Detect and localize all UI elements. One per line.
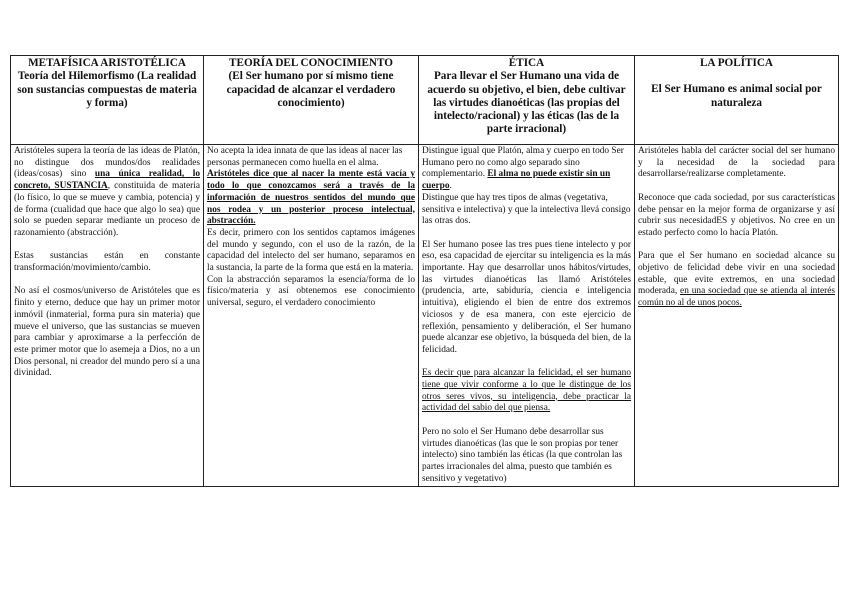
cell-metafisica xyxy=(11,145,204,487)
underlined-text: una única realidad, lo concreto, SUSTANCIA xyxy=(14,169,200,192)
paragraph: No así el cosmos/universo de Aristóteles que es finito y eterno, deduce que hay un primer motor inmóvil (inmaterial, forma pura sin materia) que mueve el universo, que las sustancias se mueven para cambiar y aproximarse a la perfección de este primer motor que lo asemeja a Dios, no a un Dios personal, ni creador del mundo pero sí a una divinidad. xyxy=(14,286,200,379)
paragraph xyxy=(14,146,200,240)
text-run: Aristóteles supera la teoría de las ideas de Platón, no distingue dos mundos/dos realidades (ideas/cosas) sino xyxy=(14,146,200,180)
cell-politica xyxy=(635,145,839,487)
header-etica xyxy=(419,56,635,145)
header-politica xyxy=(635,56,839,145)
header-subtitle: Teoría del Hilemorfismo (La realidad son sustancias compuestas de materia y forma) xyxy=(17,70,197,109)
philosophy-summary-table xyxy=(10,55,839,487)
header-row xyxy=(11,56,839,145)
header-title: METAFÍSICA ARISTOTÉLICA xyxy=(28,57,186,69)
header-title: TEORÍA DEL CONOCIMIENTO xyxy=(229,57,393,69)
text-run: Para que el Ser humano en sociedad alcance su objetivo de felicidad debe vivir en una sociedad estable, que evite extremos, en una sociedad moderada, xyxy=(638,251,835,297)
header-title: LA POLÍTICA xyxy=(699,57,774,69)
header-conocimiento xyxy=(204,56,419,145)
paragraph: Pero no solo el Ser Humano debe desarrollar sus virtudes dianoéticas (las que le son propias por tener intelecto) sino también las éticas (la que controlan las partes irracionales del alma, puesto que también es sensitivo y vegetativo) xyxy=(422,426,623,484)
paragraph xyxy=(422,368,631,415)
paragraph: Reconoce que cada sociedad, por sus características debe pensar en la mejor forma de organizarse y así cubrir sus necesidadES y objetivos. No cree en un estado perfecto como lo hacía Platón. xyxy=(638,192,835,238)
paragraph: Distingue que hay tres tipos de almas (vegetativa, sensitiva e intelectiva) y que la intelectiva llevá consigo las otras dos. xyxy=(422,192,631,227)
text-run: , constituida de materia (lo físico, lo que se mueve y cambia, potencia) y de forma (cualidad que hace que algo lo sea) que solo se pueden separar mediante un proceso de razonamiento (abstracción). xyxy=(14,181,200,238)
paragraph: Con la abstracción separamos la esencia/forma de lo físico/materia y así obtenemos ese conocimiento universal, seguro, el verdadero conocimiento xyxy=(207,274,415,309)
content-row xyxy=(11,145,839,487)
header-subtitle: El Ser Humano es animal social por naturaleza xyxy=(651,83,822,109)
paragraph: Es decir, primero con los sentidos captamos imágenes del mundo y segundo, con el uso de la razón, de la capacidad del intelecto del ser humano, separamos en la sustancia, la parte de la forma que está en la materia. xyxy=(207,227,415,274)
underlined-text: Aristóteles dice que al nacer la mente está vacía y todo lo que conozcamos será a través de la información de nuestros sentidos del mundo que nos rodea y un posterior proceso intelectual, abstracción. xyxy=(207,169,415,227)
underlined-text: El alma no puede existir sin un cuerpo xyxy=(422,169,611,192)
paragraph: No acepta la idea innata de que las ideas al nacer las personas permanecen como huella en el alma. xyxy=(207,146,403,168)
header-title: ÉTICA xyxy=(508,57,545,69)
header-metafisica xyxy=(11,56,204,145)
cell-conocimiento xyxy=(204,145,419,487)
cell-etica xyxy=(419,145,635,487)
paragraph xyxy=(207,169,415,228)
paragraph: Aristóteles habla del carácter social del ser humano y la necesidad de la sociedad para desarrollarse/realizarse completamente. xyxy=(638,146,835,180)
header-subtitle: Para llevar el Ser Humano una vida de acuerdo su objetivo, el bien, debe cultivar las virtudes dianoéticas (las propias del intelecto/racional) y las éticas (las de la parte irracional) xyxy=(427,70,626,136)
text-run: . xyxy=(449,181,452,192)
text-run: Distingue igual que Platón, alma y cuerpo en todo Ser Humano pero no como algo separado sino complementario. xyxy=(422,146,624,180)
header-subtitle: (El Ser humano por sí mismo tiene capacidad de alcanzar el verdadero conocimiento) xyxy=(226,70,396,109)
underlined-text: Es decir que para alcanzar la felicidad, el ser humano tiene que vivir conforme a lo que le distingue de los otros seres vivos, su inteligencia, debe practicar la actividad del sabio del que piensa. xyxy=(422,368,631,414)
underlined-text: en una sociedad que se atienda al interés común no al de unos pocos. xyxy=(638,286,835,309)
paragraph: Estas sustancias están en constante transformación/movimiento/cambio. xyxy=(14,251,200,274)
paragraph xyxy=(422,146,631,193)
paragraph xyxy=(638,251,835,310)
paragraph: El Ser humano posee las tres pues tiene intelecto y por eso, esa capacidad de ejercitar su inteligencia es la más importante. Hay que desarrollar unos hábitos/virtudes, las virtudes dianoéticas las llamó Aristóteles (prudencia, arte, sabiduría, ciencia e inteligencia intuitiva), eligiendo el bien de entre dos extremos viciosos y de esa manera, con este ejercicio de reflexión, pensamiento y deliberación, el Ser humano puede alcanzar ese objetivo, la búsqueda del bien, de la felicidad. xyxy=(422,239,631,355)
